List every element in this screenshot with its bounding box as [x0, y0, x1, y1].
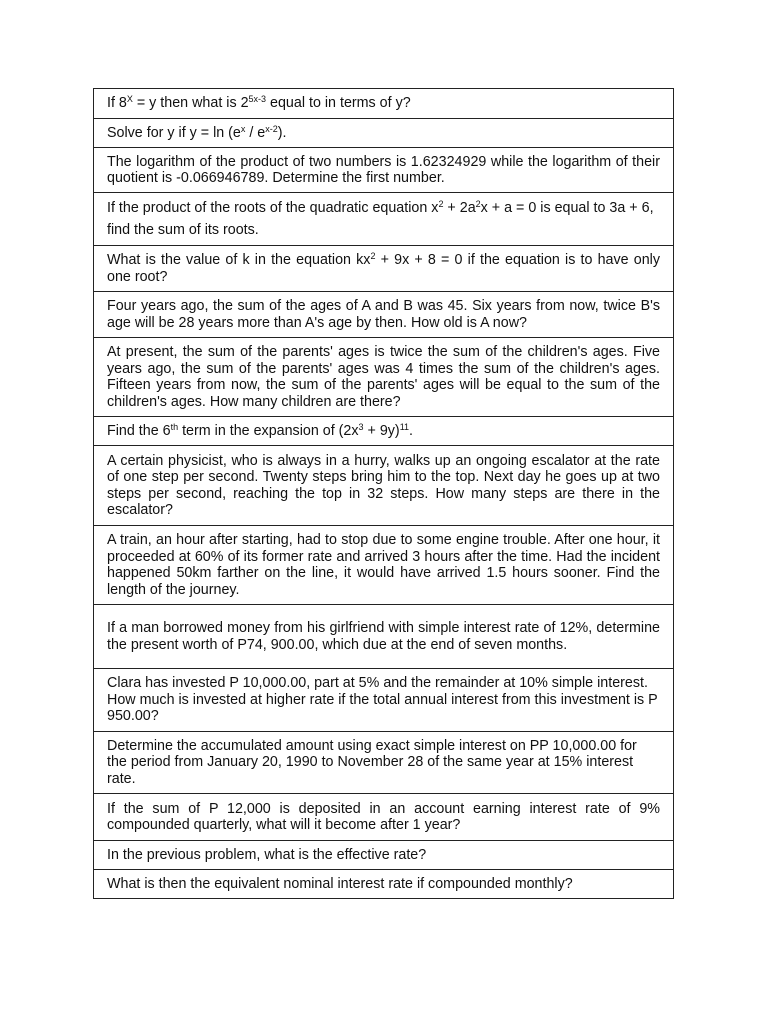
- question-text: / e: [245, 124, 266, 141]
- exponent: 3: [358, 421, 364, 432]
- table-row: [94, 870, 674, 899]
- table-row: [94, 246, 674, 292]
- question-cell: [94, 193, 674, 246]
- question-cell: What is then the equivalent nominal interest rate if compounded monthly?: [94, 870, 674, 899]
- table-row: [94, 841, 674, 870]
- table-row: [94, 732, 674, 794]
- question-cell: [94, 89, 674, 119]
- table-row: [94, 669, 674, 732]
- question-text: term in the expansion of (2x: [178, 422, 359, 439]
- exponent: 2: [475, 199, 481, 209]
- question-text: x + a = 0 is equal to 3a + 6, find the sum of its roots.: [107, 200, 654, 238]
- question-text: Solve for y if y = ln (e: [107, 124, 241, 141]
- question-cell: [94, 417, 674, 446]
- question-text: Find the 6: [107, 422, 171, 439]
- question-text: + 2a: [443, 200, 476, 216]
- question-text: equal to in terms of y?: [266, 95, 411, 112]
- table-row: [94, 446, 674, 526]
- question-text: = y then what is 2: [132, 95, 249, 112]
- questions-table: [93, 88, 674, 899]
- exponent: th: [170, 421, 179, 432]
- table-row: [94, 148, 674, 193]
- question-cell: A train, an hour after starting, had to stop due to some engine trouble. After one hour, it proceeded at 60% of its former rate and arrived 3 hours after the time. Had the incident happened 50km farther on the line, it would have arrived 1.5 hours sooner. Find the length of the journey.: [94, 526, 674, 605]
- question-cell: In the previous problem, what is the effective rate?: [94, 841, 674, 870]
- question-cell: If a man borrowed money from his girlfriend with simple interest rate of 12%, determine the present worth of P74, 900.00, which due at the end of seven months.: [94, 605, 674, 669]
- question-cell: At present, the sum of the parents' ages is twice the sum of the children's ages. Five years ago, the sum of the parents' ages was 4 times the sum of the children's ages. Fifteen years from now, the sum of the parents' ages will be equal to the sum of the children's ages. How many children are there?: [94, 338, 674, 417]
- exponent: X: [126, 94, 133, 105]
- question-text: If the product of the roots of the quadratic equation x: [107, 200, 439, 216]
- question-cell: If the sum of P 12,000 is deposited in an account earning interest rate of 9% compounded quarterly, what will it become after 1 year?: [94, 794, 674, 841]
- exponent: 2: [370, 251, 376, 261]
- question-cell: [94, 119, 674, 148]
- table-row: [94, 119, 674, 148]
- table-row: [94, 193, 674, 246]
- question-cell: A certain physicist, who is always in a hurry, walks up an ongoing escalator at the rate of one step per second. Twenty steps bring him to the top. Next day he goes up at two steps per second, reaching the top in 32 steps. How many steps are there in the escalator?: [94, 446, 674, 526]
- question-cell: The logarithm of the product of two numbers is 1.62324929 while the logarithm of their quotient is -0.066946789. Determine the first number.: [94, 148, 674, 193]
- question-text: If 8: [107, 95, 127, 112]
- question-text: + 9x + 8 = 0 if the equation is to have only one root?: [107, 252, 660, 285]
- exponent: x: [240, 123, 246, 134]
- table-row: [94, 292, 674, 338]
- question-cell: [94, 246, 674, 292]
- table-row: [94, 526, 674, 605]
- question-cell: Clara has invested P 10,000.00, part at 5% and the remainder at 10% simple interest. How much is invested at higher rate if the total annual interest from this investment is P 950.00?: [94, 669, 674, 732]
- table-row: [94, 794, 674, 841]
- table-row: [94, 338, 674, 417]
- table-row: [94, 417, 674, 446]
- question-cell: Four years ago, the sum of the ages of A and B was 45. Six years from now, twice B's age will be 28 years more than A's age by then. How old is A now?: [94, 292, 674, 338]
- exponent: 5x-3: [248, 94, 267, 105]
- question-cell: Determine the accumulated amount using exact simple interest on PP 10,000.00 for the period from January 20, 1990 to November 28 of the same year at 15% interest rate.: [94, 732, 674, 794]
- question-sheet: [93, 88, 674, 899]
- exponent: 11: [399, 421, 410, 432]
- question-text: + 9y): [363, 422, 400, 439]
- question-text: .: [409, 422, 414, 439]
- table-row: [94, 89, 674, 119]
- question-text: ).: [277, 124, 287, 141]
- table-row: [94, 605, 674, 669]
- exponent: x-2: [265, 123, 278, 134]
- question-text: What is the value of k in the equation kx: [107, 252, 371, 268]
- exponent: 2: [438, 199, 444, 209]
